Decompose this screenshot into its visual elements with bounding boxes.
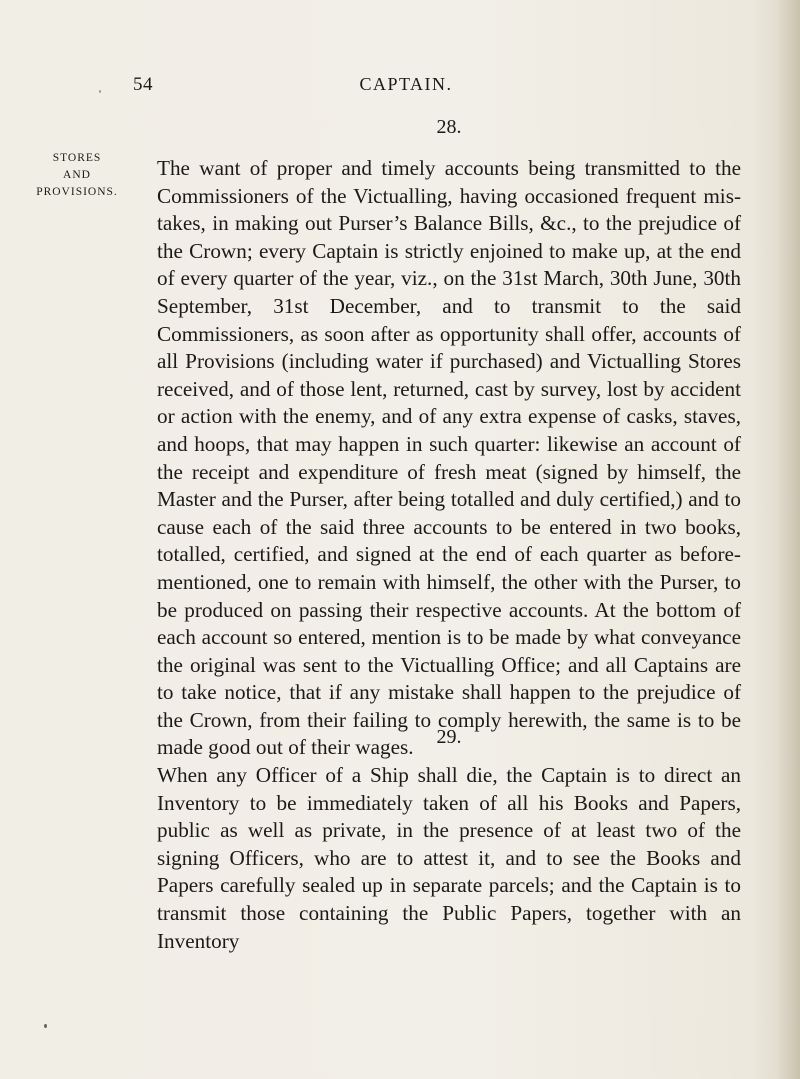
paragraph-text: The want of proper and timely accounts being transmitted to the Commissioners of the Victualling, having occasioned frequent mistakes, in making out Purser’s Balance Bills, &c., to the prejudice of the Crown; every Captain is strictly enjoined to make up, at the end of every quarter of the year, viz., on the 31st March, 30th June, 30th September, 31st December, and to transmit to the said Commissioners, as soon after as opportunity shall offer, accounts of all Provisions (including water if purchased) and Victualling Stores received, and of those lent, returned, cast by survey, lost by accident or action with the enemy, and of any extra expense of casks, staves, and hoops, that may happen in such quarter: likewise an account of the receipt and expenditure of fresh meat (signed by himself, the Master and the Purser, after being totalled and duly certified,) and to cause each of the said three accounts to be entered in two books, totalled, certified, and signed at the end of each quarter as before-mentioned, one to remain with himself, the other with the Purser, to be produced on passing their respective accounts. At the bottom of each account so entered, mention is to be made by what conveyance the original was sent to the Victualling Office; and all Captains are to take notice, that if any mistake shall happen to the prejudice of the Crown, from their failing to comply herewith, the same is to be made good out of their wages. [157, 156, 741, 760]
margin-note-line: STORES [52, 152, 102, 164]
paragraph-text: When any Officer of a Ship shall die, the Captain is to direct an Inventory to be immediately taken of all his Books and Papers, public as well as private, in the presence of at least two of the signing Officers, who are to attest it, and to see the Books and Papers carefully sealed up in separate parcels; and the Captain is to transmit those containing the Public Papers, together with an Inventory [157, 763, 741, 953]
page-number: 54 [133, 74, 153, 95]
paper-speck [44, 1024, 47, 1028]
section-paragraph [157, 762, 741, 955]
margin-note [30, 150, 124, 201]
section-number: 28. [436, 116, 462, 138]
paper-speck [99, 90, 101, 93]
margin-note-line: PROVISIONS. [36, 186, 118, 198]
section-number: 29. [436, 726, 462, 748]
section-paragraph [157, 155, 741, 762]
margin-note-line: AND [63, 169, 91, 181]
running-head: CAPTAIN. [359, 74, 453, 94]
page-edge-shadow [778, 0, 800, 1079]
